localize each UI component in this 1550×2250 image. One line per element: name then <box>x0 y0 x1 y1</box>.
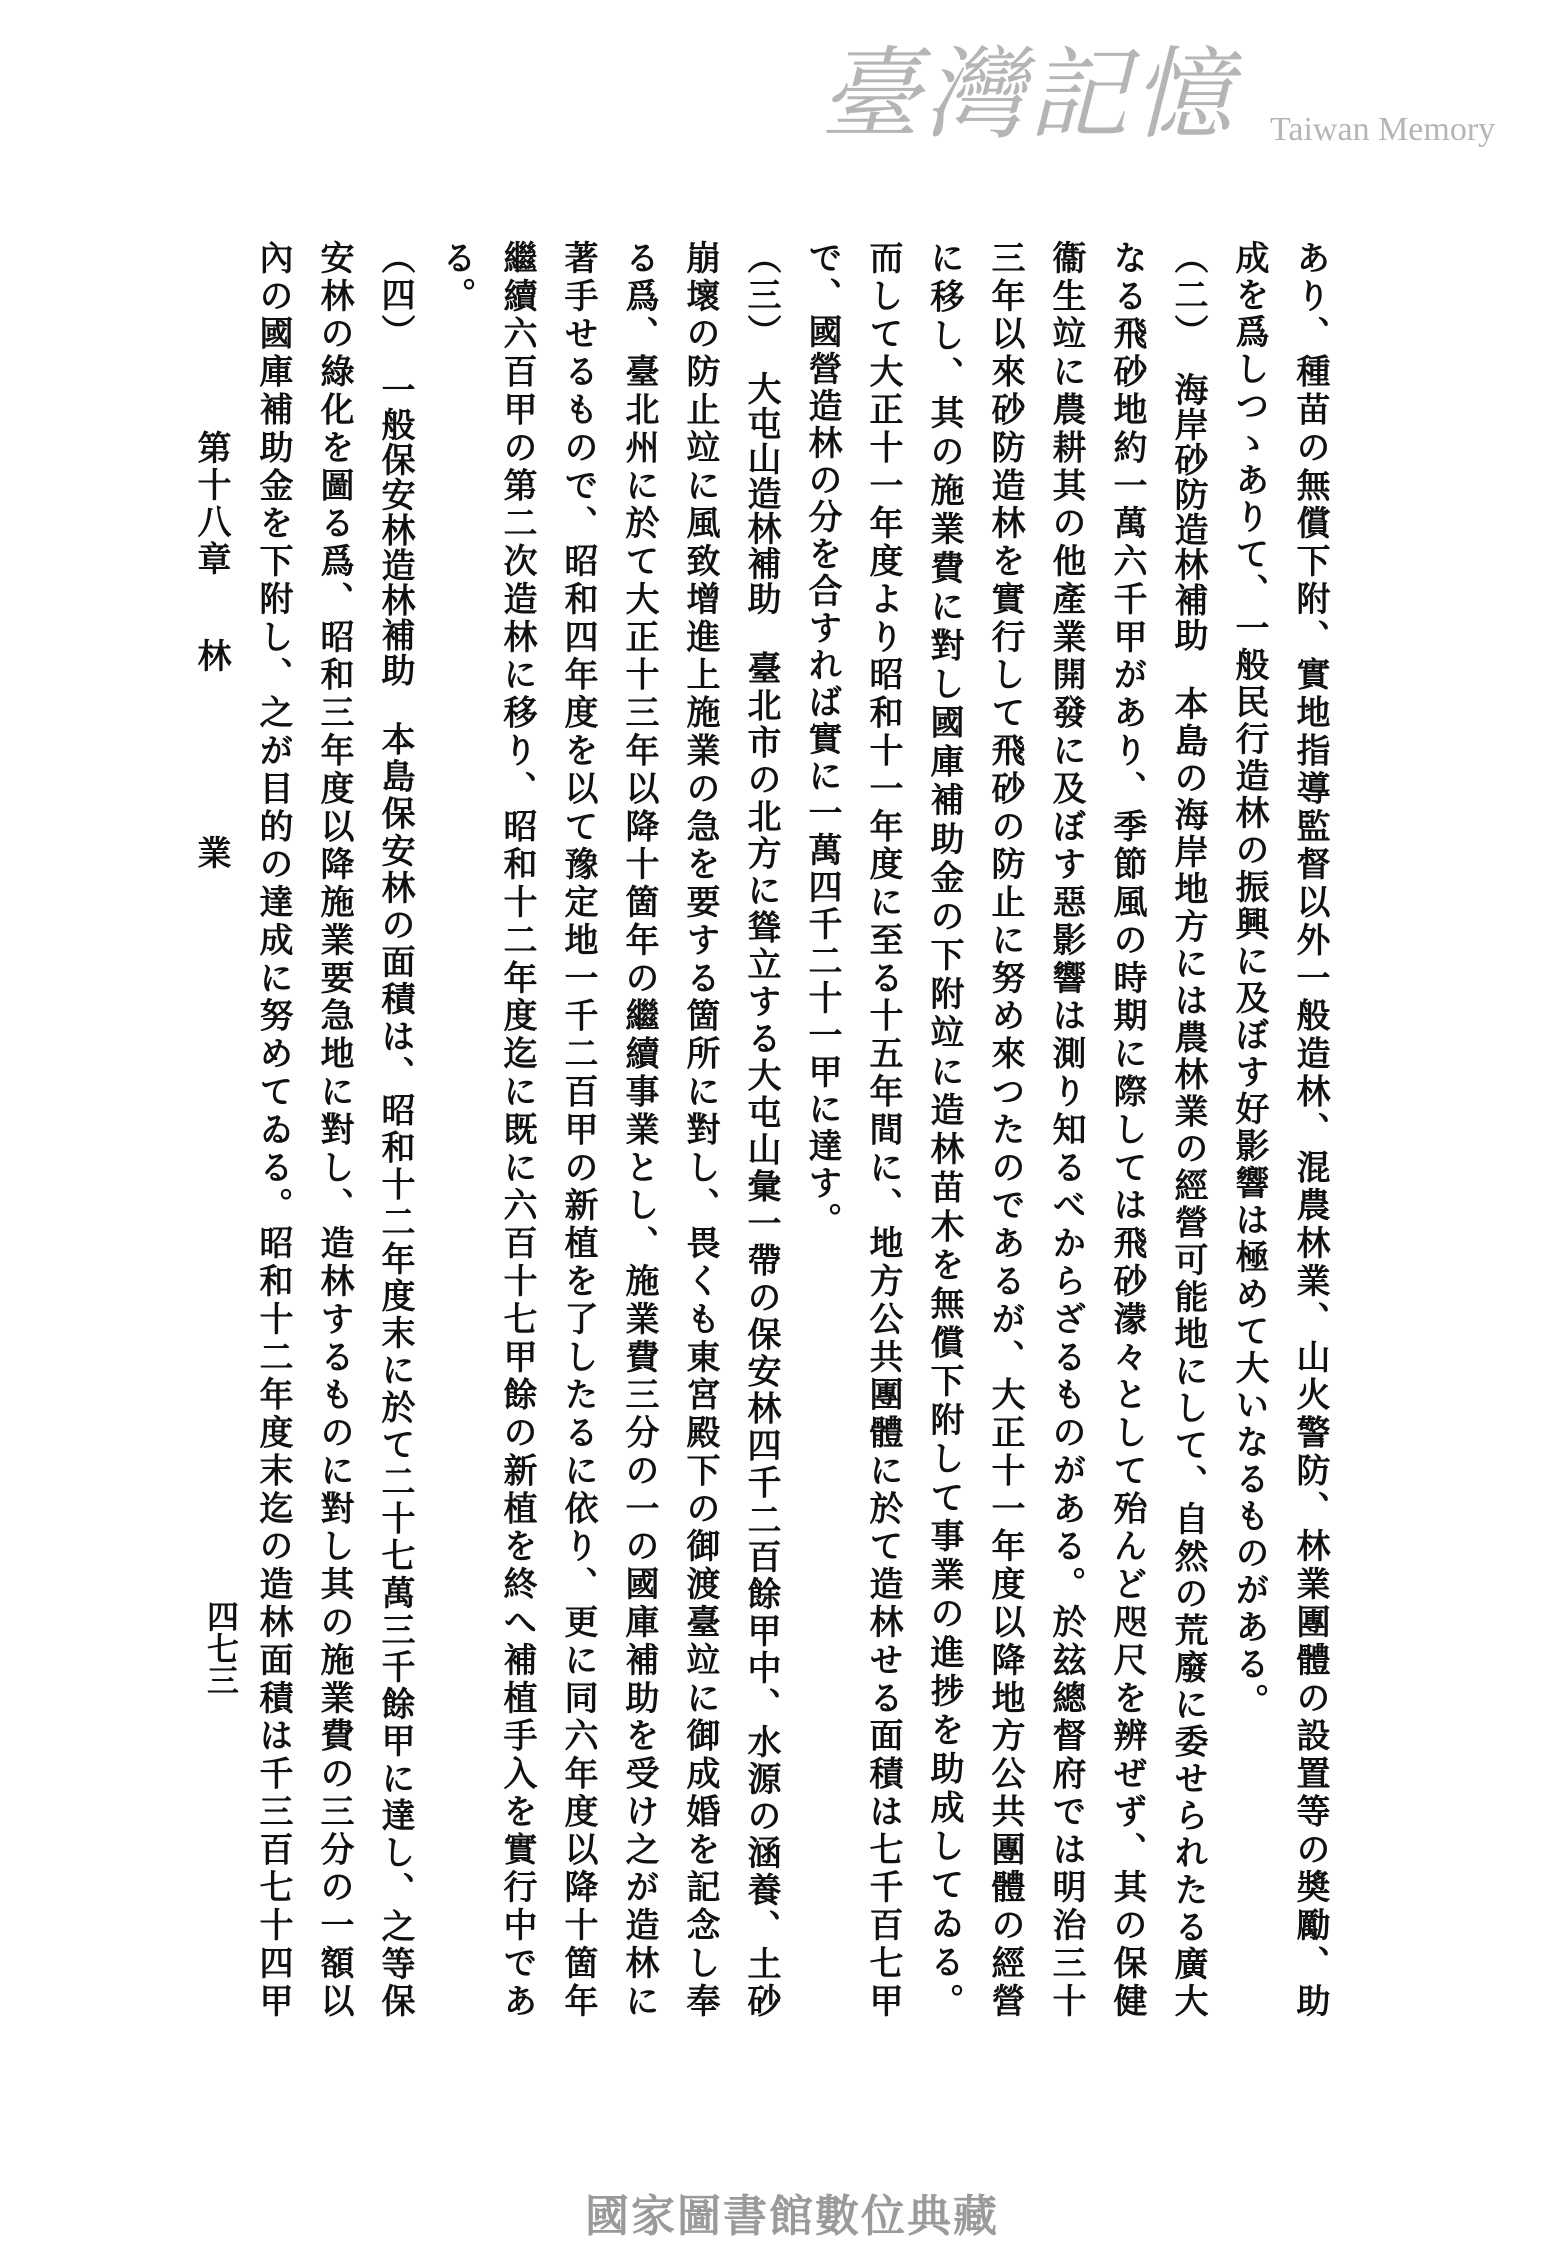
column-text: 崩壞の防止竝に風致增進上施業の急を要する箇所に對し、畏くも東宮殿下の御渡臺竝に御成婚を記念し奉 <box>680 240 720 2021</box>
section-heading: 海岸砂防造林補助 <box>1168 371 1208 653</box>
column-text: る爲、臺北州に於て大正十三年以降十箇年の繼續事業とし、施業費三分の一の國庫補助を受け之が造林に <box>619 240 659 2021</box>
section-heading: 一般保安林造林補助 <box>375 371 415 688</box>
text-column <box>555 240 601 2020</box>
section-number: （三） <box>741 240 781 352</box>
column-text: る。 <box>436 240 476 314</box>
text-column <box>616 240 662 2020</box>
footer-watermark: 國家圖書館數位典藏 <box>585 2191 999 2242</box>
text-column <box>1043 240 1089 2020</box>
chapter-title-1: 林 <box>191 638 231 675</box>
text-column <box>433 240 479 2020</box>
text-column <box>799 240 845 2020</box>
column-text: 內の國庫補助金を下附し、之が目的の達成に努めてゐる。昭和十二年度末迄の造林面積は千三百七十四甲 <box>253 240 293 2020</box>
chapter-label: 第十八章 <box>191 430 231 578</box>
text-column <box>860 240 906 2020</box>
watermark-subtitle: Taiwan Memory <box>1270 111 1496 148</box>
text-column <box>738 240 784 2020</box>
column-text: 成を爲しつゝありて、一般民行造林の振興に及ぼす好影響は極めて大いなるものがある。 <box>1229 240 1269 1720</box>
chapter-title-2: 業 <box>191 835 231 872</box>
column-text: 本島の海岸地方には農林業の經營可能地にして、自然の荒廢に委せられたる廣大 <box>1168 686 1208 2021</box>
text-column <box>250 240 296 2020</box>
text-column <box>311 240 357 2020</box>
column-text: 衞生竝に農耕其の他產業開發に及ぼす惡影響は測り知るべからざるものがある。於玆總督府では明治三十 <box>1046 240 1086 2020</box>
section-number: （二） <box>1168 240 1208 352</box>
column-text: 三年以來砂防造林を實行して飛砂の防止に努め來つたのであるが、大正十一年度以降地方公共團體の經營 <box>985 240 1025 2020</box>
column-text: 本島保安林の面積は、昭和十二年度末に於て二十七萬三千餘甲に達し、之等保 <box>375 721 415 2021</box>
section-heading: 大屯山造林補助 <box>741 371 781 617</box>
text-column <box>677 240 723 2020</box>
text-column <box>1287 240 1333 2020</box>
column-text: 繼續六百甲の第二次造林に移り、昭和十二年度迄に既に六百十七甲餘の新植を終へ補植手入を實行中であ <box>497 240 537 2020</box>
text-column <box>372 240 418 2020</box>
text-column <box>1165 240 1211 2020</box>
text-column <box>921 240 967 2020</box>
text-column <box>982 240 1028 2020</box>
column-text: 安林の綠化を圖る爲、昭和三年度以降施業要急地に對し、造林するものに對し其の施業費の三分の一額以 <box>314 240 354 2021</box>
text-column <box>494 240 540 2020</box>
column-text: 臺北市の北方に聳立する大屯山彙一帶の保安林四千二百餘甲中、水源の涵養、土砂 <box>741 650 781 2021</box>
section-number: （四） <box>375 240 415 352</box>
watermark-logo: 臺灣記憶 <box>820 36 1236 153</box>
column-text: 著手せるもので、昭和四年度を以て豫定地一千二百甲の新植を了したるに依り、更に同六年度以降十箇年 <box>558 240 598 2021</box>
column-text: あり、種苗の無償下附、實地指導監督以外一般造林、混農林業、山火警防、林業團體の設置等の奬勵、助 <box>1290 240 1330 2020</box>
column-text: 而して大正十一年度より昭和十一年度に至る十五年間に、地方公共團體に於て造林せる面積は七千百七甲 <box>863 240 903 2021</box>
column-text: なる飛砂地約一萬六千甲があり、季節風の時期に際しては飛砂濛々として殆んど咫尺を辨ぜず、其の保健 <box>1107 240 1147 2021</box>
text-column <box>1104 240 1150 2020</box>
column-text: に移し、其の施業費に對し國庫補助金の下附竝に造林苗木を無償下附して事業の進捗を助成してゐる。 <box>924 240 964 2021</box>
running-head <box>190 430 236 872</box>
column-text: で、國營造林の分を合すれば實に一萬四千二十一甲に達す。 <box>802 240 842 1239</box>
page-number: 四七三 <box>202 1600 240 1696</box>
text-column <box>1226 240 1272 2020</box>
